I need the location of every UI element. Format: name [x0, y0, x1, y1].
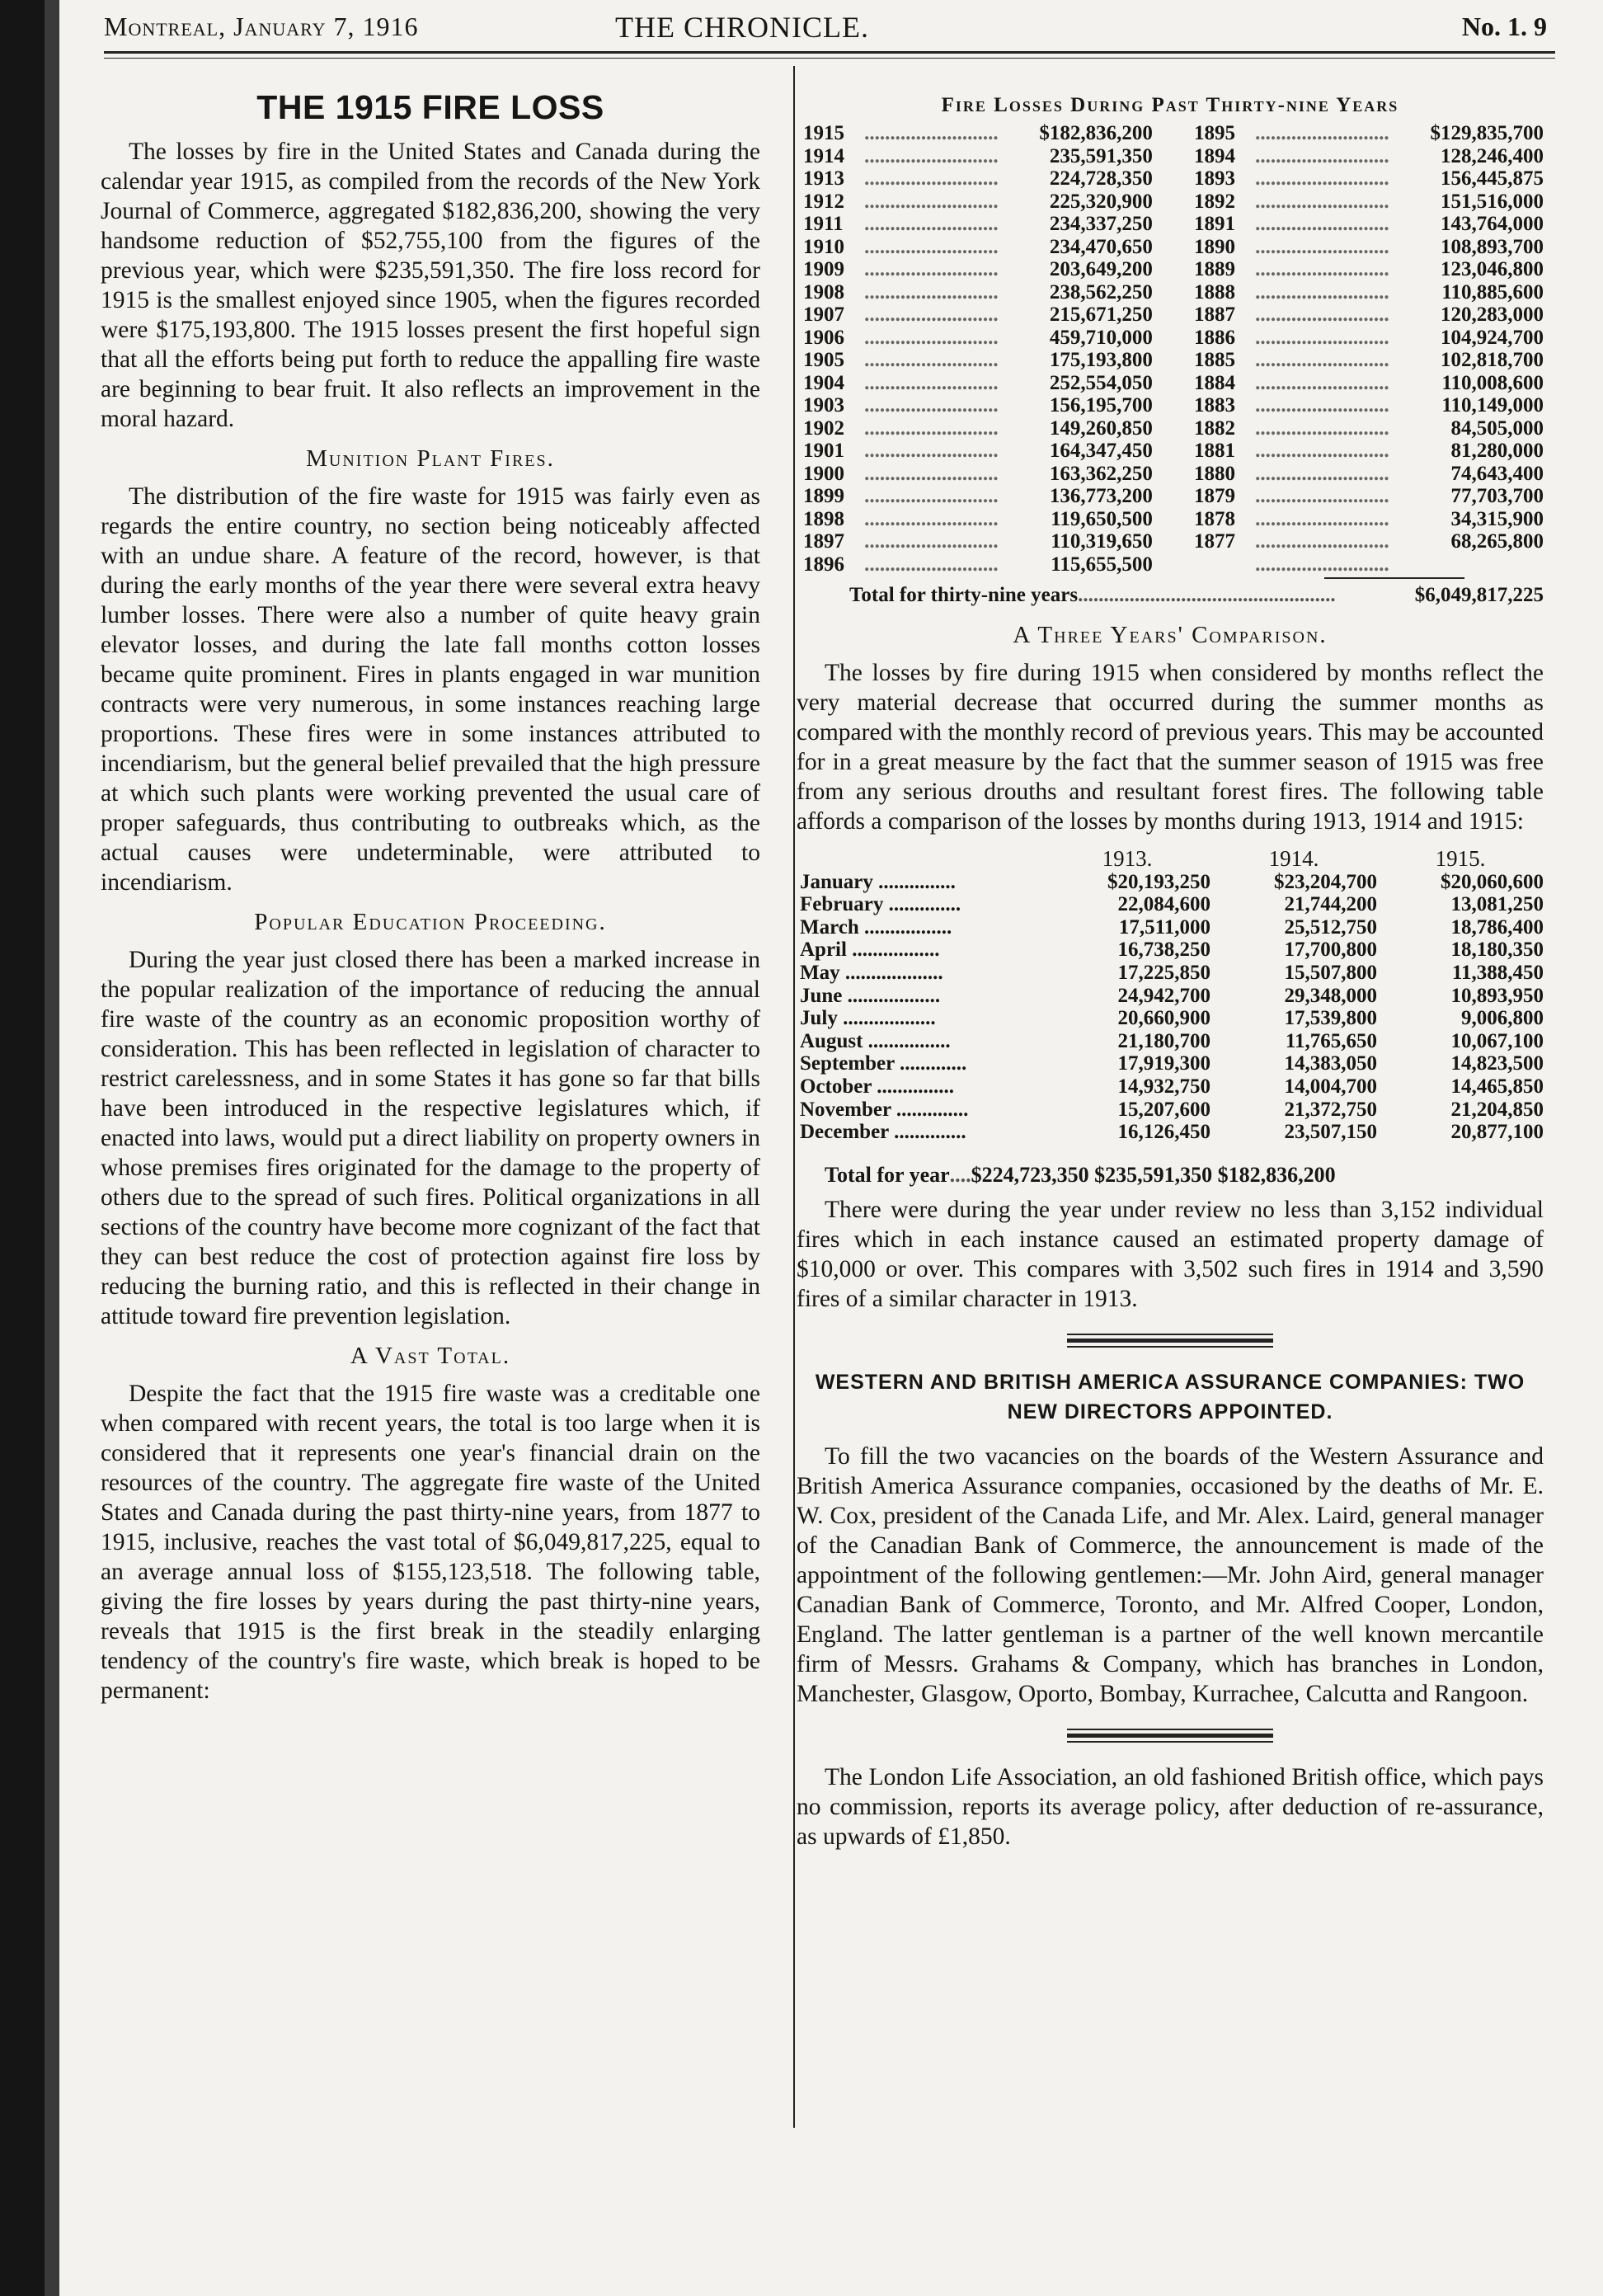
fire-losses-value: 149,260,850: [1049, 416, 1153, 440]
monthly-value: 17,225,850: [1117, 961, 1210, 984]
fire-losses-value: 77,703,700: [1450, 485, 1544, 507]
fire-losses-value: 156,445,875: [1441, 167, 1544, 190]
fire-losses-value: 104,924,700: [1441, 326, 1544, 349]
monthly-value: 14,465,850: [1450, 1075, 1544, 1098]
fire-losses-value: 110,149,000: [1441, 394, 1544, 416]
fire-losses-year: 1882: [1194, 416, 1235, 440]
fire-losses-year: 1890: [1194, 235, 1235, 258]
leader-dots: ....: [949, 1162, 971, 1187]
leader-dots: ..........................: [864, 303, 999, 326]
fire-losses-year: 1908: [803, 280, 844, 303]
fire-losses-year: 1897: [803, 530, 844, 553]
monthly-row: [797, 962, 1544, 985]
fire-losses-value: 74,643,400: [1450, 462, 1544, 485]
monthly-month: February ..............: [800, 893, 961, 916]
fire-losses-year: 1899: [803, 485, 844, 507]
monthly-row: [797, 939, 1544, 962]
fire-losses-row: [797, 213, 1544, 236]
fire-losses-value: 108,893,700: [1441, 235, 1544, 258]
fire-losses-year: 1907: [803, 303, 844, 326]
column-gap: [1153, 327, 1187, 350]
monthly-month: January ...............: [800, 870, 956, 893]
monthly-value: 13,081,250: [1450, 893, 1544, 916]
fire-losses-year: 1879: [1194, 485, 1235, 507]
fire-losses-year: 1886: [1194, 326, 1235, 349]
fire-losses-value: $182,836,200: [1039, 122, 1153, 144]
fire-losses-row: [797, 417, 1544, 440]
fire-losses-value: 115,655,500: [1051, 553, 1153, 576]
fire-losses-value: 459,710,000: [1049, 326, 1153, 349]
monthly-value: 21,180,700: [1117, 1029, 1210, 1052]
fire-losses-year: 1891: [1194, 213, 1235, 235]
fire-losses-year: 1881: [1194, 440, 1235, 462]
monthly-value: 22,084,600: [1117, 893, 1210, 916]
fire-losses-row: [797, 258, 1544, 281]
fire-losses-total-value: $6,049,817,225: [1414, 584, 1544, 606]
monthly-value: 14,004,700: [1284, 1075, 1377, 1098]
monthly-row: [797, 1121, 1544, 1144]
intro-paragraph: The losses by fire in the United States and Canada during the calendar year 1915, as compiled from the records of the New York Journal of Commerce, aggregated $182,836,200, showing the very handsome reduction of $52,755,100 from the figures of the previous year, which were $235,591,350. The fire loss record for 1915 is the smallest enjoyed since 1905, when the figures recorded were $175,193,800. The 1915 losses present the first hopeful sign that all the efforts being put forth to reduce the appalling fire waste are beginning to bear fruit. It also reflects an improvement in the moral hazard.: [101, 139, 760, 432]
fire-losses-year: 1894: [1194, 144, 1235, 167]
fire-losses-year: 1901: [803, 440, 844, 462]
monthly-value: 17,539,800: [1284, 1007, 1377, 1030]
fire-losses-value: 119,650,500: [1051, 507, 1153, 530]
fire-losses-year: 1902: [803, 416, 844, 440]
monthly-year-1913: 1913.: [1102, 846, 1153, 871]
monthly-value: 15,507,800: [1284, 961, 1377, 984]
monthly-month: November ..............: [800, 1098, 969, 1121]
monthly-month: May ...................: [800, 961, 943, 984]
leader-dots: ..........................: [864, 440, 999, 462]
leader-dots: ..........................: [1255, 530, 1389, 553]
monthly-value: 16,738,250: [1117, 939, 1210, 962]
monthly-value: 10,893,950: [1450, 984, 1544, 1007]
leader-dots: ..........................: [1255, 280, 1389, 303]
fire-losses-value: 68,265,800: [1450, 530, 1544, 553]
monthly-value: 11,765,650: [1285, 1029, 1377, 1052]
fire-losses-value: [1396, 553, 1544, 576]
monthly-value: 18,180,350: [1450, 939, 1544, 962]
fire-losses-year: [1187, 553, 1255, 576]
fire-losses-year: 1895: [1194, 122, 1235, 144]
monthly-row: [797, 1007, 1544, 1030]
education-paragraph: During the year just closed there has been a marked increase in the popular realization of the importance of reducing the annual fire waste of the country as an economic proposition worthy of consideration. This has been reflected in legislation of character to restrict carelessness, and in some States it has gone so far that bills have been introduced in the respective legislatures which, if enacted into laws, would put a direct liability on property owners in whose premises fires originated for the damage to the property of others due to the spread of such fires. Political organizations in all sections of the country have become more cognizant of the fact that they can best reduce the cost of protection against fire loss by reducing the burning ratio, and this is reflected in their change in attitude toward fire prevention legislation.: [101, 947, 760, 1329]
monthly-value: $23,204,700: [1274, 870, 1377, 893]
column-gap: [1153, 281, 1187, 304]
monthly-year-1914: 1914.: [1268, 846, 1319, 871]
monthly-month: August ................: [800, 1029, 951, 1052]
fire-losses-value: 110,008,600: [1441, 371, 1544, 394]
fire-losses-row: [797, 281, 1544, 304]
leader-dots: ..........................: [864, 553, 999, 576]
education-heading: Popular Education Proceeding.: [254, 909, 607, 935]
leader-dots: ..........................: [864, 507, 999, 530]
fire-losses-value: 110,319,650: [1051, 530, 1153, 553]
fire-losses-value: 123,046,800: [1441, 258, 1544, 280]
leader-dots: ..........................: [864, 394, 999, 416]
fire-losses-row: [797, 145, 1544, 168]
fire-losses-value: 215,671,250: [1049, 303, 1153, 326]
leader-dots: ..........................: [864, 530, 999, 553]
column-gap: [1153, 485, 1187, 508]
fire-losses-row: [797, 440, 1544, 463]
leader-dots: ..........................: [1255, 258, 1389, 280]
right-column: [797, 89, 1544, 1851]
monthly-row: [797, 1099, 1544, 1122]
fire-losses-value: 234,470,650: [1049, 235, 1153, 258]
leader-dots: ..........................: [864, 416, 999, 440]
comparison-heading: A Three Years' Comparison.: [1013, 622, 1328, 648]
monthly-value: $20,193,250: [1107, 870, 1210, 893]
leader-dots: ..........................: [1255, 507, 1389, 530]
leader-dots: ..........................: [864, 190, 999, 213]
monthly-value: 21,204,850: [1450, 1098, 1544, 1121]
leader-dots: ..........................: [1255, 303, 1389, 326]
fire-losses-year: 1896: [803, 553, 844, 576]
munition-paragraph: The distribution of the fire waste for 1915 was fairly even as regards the entire country, no section being noticeably affected with an undue share. A feature of the record, however, is that during the early months of the year there were several extra heavy lumber losses. There were also a number of quite heavy grain elevator losses, and during the late fall months cotton losses became quite prominent. Fires in plants engaged in war munition contracts were very numerous, in some instances reaching large proportions. These fires were in some instances attributed to incendiarism, but the general belief prevailed that the high pressure at which such plants were working prevented the usual care of proper safeguards, thus contributing to outbreaks which, as the actual causes were undeterminable, were attributed to incendiarism.: [101, 483, 760, 896]
monthly-table: [797, 848, 1544, 1144]
binding-spine: [0, 0, 45, 2296]
western-title: WESTERN AND BRITISH AMERICA ASSURANCE COMPANIES: TWO NEW DIRECTORS APPOINTED.: [815, 1370, 1525, 1423]
leader-dots: ..........................: [1255, 326, 1389, 349]
fire-losses-total-label: Total for thirty-nine years: [849, 584, 1079, 606]
fire-losses-value: 203,649,200: [1049, 258, 1153, 280]
monthly-value: 24,942,700: [1117, 984, 1210, 1007]
fire-losses-year: 1913: [803, 167, 844, 190]
leader-dots: ..........................: [1255, 190, 1389, 213]
leader-dots: ..........................: [1255, 349, 1389, 371]
fire-losses-year: 1893: [1194, 167, 1235, 190]
column-gap: [1153, 258, 1187, 281]
vast-total-heading: A Vast Total.: [350, 1343, 511, 1369]
monthly-month: June ..................: [800, 984, 941, 1007]
leader-dots: ..........................: [1255, 167, 1389, 190]
monthly-value: 17,700,800: [1284, 939, 1377, 962]
fire-losses-year: 1888: [1194, 280, 1235, 303]
fire-losses-year: 1880: [1194, 462, 1235, 485]
leader-dots: ..........................: [1255, 371, 1389, 394]
monthly-total-row: [825, 1160, 1544, 1190]
fire-losses-value: 224,728,350: [1049, 167, 1153, 190]
monthly-total-1915: $182,836,200: [1217, 1162, 1336, 1187]
header-dateline: Montreal, January 7, 1916: [104, 12, 419, 41]
column-gap: [1153, 553, 1187, 576]
fire-losses-row: [797, 530, 1544, 553]
fire-losses-value: 128,246,400: [1441, 144, 1544, 167]
monthly-month: December ..............: [800, 1121, 966, 1144]
fire-losses-year: 1889: [1194, 258, 1235, 280]
munition-heading: Munition Plant Fires.: [306, 445, 555, 472]
monthly-value: 20,877,100: [1450, 1121, 1544, 1144]
monthly-total-label: Total for year: [825, 1162, 950, 1187]
monthly-value: 11,388,450: [1451, 961, 1544, 984]
leader-dots: ..........................: [864, 349, 999, 371]
leader-dots: ..........................: [1255, 235, 1389, 258]
section-divider: [1067, 1334, 1273, 1348]
monthly-value: 17,919,300: [1117, 1052, 1210, 1075]
fire-losses-table: [797, 122, 1544, 576]
fire-losses-table-title: Fire Losses During Past Thirty-nine Years: [941, 94, 1399, 116]
leader-dots: ..........................: [1255, 440, 1389, 462]
leader-dots: ..........................: [1255, 462, 1389, 485]
monthly-value: 17,511,000: [1118, 915, 1210, 939]
fire-losses-year: 1911: [803, 213, 844, 235]
monthly-value: 20,660,900: [1117, 1007, 1210, 1030]
leader-dots: ..........................: [864, 122, 999, 144]
fire-losses-year: 1903: [803, 394, 844, 416]
fire-losses-value: 34,315,900: [1450, 507, 1544, 530]
monthly-value: 9,006,800: [1461, 1007, 1544, 1030]
fire-losses-value: 143,764,000: [1441, 213, 1544, 235]
fire-losses-value: $129,835,700: [1430, 122, 1544, 144]
header-rule-thin: [104, 58, 1555, 59]
monthly-month: September .............: [800, 1052, 967, 1075]
monthly-value: 14,932,750: [1117, 1075, 1210, 1098]
section-divider: [1067, 1729, 1273, 1743]
column-gap: [1153, 440, 1187, 463]
leader-dots: ..........................: [864, 144, 999, 167]
leader-dots: ..........................: [864, 462, 999, 485]
fire-losses-year: 1887: [1194, 303, 1235, 326]
fire-losses-row: [797, 349, 1544, 372]
column-gap: [1153, 349, 1187, 372]
fire-losses-value: 110,885,600: [1441, 280, 1544, 303]
leader-dots: ..........................: [864, 326, 999, 349]
comparison-paragraph: The losses by fire during 1915 when considered by months reflect the very material decrease that occurred during the summer months as compared with the monthly record of previous years. This may be accounted for in a great measure by the fact that the summer season of 1915 was free from any serious drouths and resultant forest fires. The following table affords a comparison of the losses by months during 1913, 1914 and 1915:: [797, 660, 1544, 835]
header-page-number: No. 1. 9: [1461, 12, 1547, 41]
fire-losses-row: [797, 167, 1544, 191]
leader-dots: ..........................: [1255, 213, 1389, 235]
column-gap: [1153, 191, 1187, 214]
fire-losses-row: [797, 508, 1544, 531]
fire-losses-value: 136,773,200: [1049, 485, 1153, 507]
leader-dots: ..........................: [864, 371, 999, 394]
monthly-row: [797, 893, 1544, 916]
header-rule: [104, 51, 1555, 54]
fire-losses-year: 1885: [1194, 349, 1235, 371]
fire-losses-value: 156,195,700: [1049, 394, 1153, 416]
column-gap: [1153, 372, 1187, 395]
monthly-row: [797, 916, 1544, 939]
column-gap: [1153, 303, 1187, 327]
fire-losses-row: [797, 303, 1544, 327]
fire-losses-year: 1904: [803, 371, 844, 394]
fire-losses-row: [797, 394, 1544, 417]
fire-losses-value: 102,818,700: [1441, 349, 1544, 371]
leader-dots: ..........................: [864, 485, 999, 507]
leader-dots: ..........................: [1255, 394, 1389, 416]
fire-losses-year: 1905: [803, 349, 844, 371]
column-gap: [1153, 145, 1187, 168]
fire-losses-value: 235,591,350: [1049, 144, 1153, 167]
leader-dots: ..........................: [864, 280, 999, 303]
column-gap: [1153, 394, 1187, 417]
fire-losses-year: 1900: [803, 462, 844, 485]
monthly-month: July ..................: [800, 1007, 936, 1030]
leader-dots: ..........................: [1255, 553, 1389, 576]
fire-losses-value: 225,320,900: [1049, 190, 1153, 213]
monthly-value: 15,207,600: [1117, 1098, 1210, 1121]
left-column: [101, 88, 760, 1706]
monthly-value: $20,060,600: [1441, 870, 1544, 893]
column-gap: [1153, 236, 1187, 259]
column-rule: [793, 66, 795, 2128]
fire-losses-value: 81,280,000: [1450, 440, 1544, 462]
monthly-total-1913: $224,723,350: [971, 1162, 1089, 1187]
fire-losses-year: 1878: [1194, 507, 1235, 530]
column-gap: [1153, 213, 1187, 236]
leader-dots: ..........................: [1255, 122, 1389, 144]
column-gap: [1153, 508, 1187, 531]
fire-losses-row: [797, 122, 1544, 145]
monthly-row: [797, 1030, 1544, 1053]
leader-dots: ..................................................: [1078, 584, 1336, 606]
monthly-month: April .................: [800, 939, 940, 962]
leader-dots: ..........................: [864, 258, 999, 280]
monthly-value: 23,507,150: [1284, 1121, 1377, 1144]
fire-losses-total-row: [849, 581, 1544, 610]
page-header: [104, 12, 1555, 54]
monthly-value: 14,823,500: [1450, 1052, 1544, 1075]
fire-losses-row: [797, 191, 1544, 214]
fire-losses-year: 1914: [803, 144, 844, 167]
column-gap: [1153, 167, 1187, 191]
fire-losses-value: 234,337,250: [1049, 213, 1153, 235]
leader-dots: ..........................: [1255, 144, 1389, 167]
column-gap: [1153, 463, 1187, 486]
leader-dots: ..........................: [864, 213, 999, 235]
monthly-value: 16,126,450: [1117, 1121, 1210, 1144]
fire-losses-year: 1884: [1194, 371, 1235, 394]
fire-losses-value: 163,362,250: [1049, 462, 1153, 485]
monthly-row: [797, 1052, 1544, 1075]
monthly-row: [797, 1075, 1544, 1099]
column-gap: [1153, 417, 1187, 440]
fire-losses-row: [797, 463, 1544, 486]
leader-dots: ..........................: [1255, 485, 1389, 507]
column-gap: [1153, 530, 1187, 553]
leader-dots: ..........................: [864, 235, 999, 258]
fire-losses-value: 84,505,000: [1450, 416, 1544, 440]
leader-dots: ..........................: [1255, 416, 1389, 440]
fire-losses-value: 164,347,450: [1049, 440, 1153, 462]
fire-losses-value: 175,193,800: [1049, 349, 1153, 371]
fire-losses-year: 1906: [803, 326, 844, 349]
monthly-value: 18,786,400: [1450, 915, 1544, 939]
vast-total-paragraph: Despite the fact that the 1915 fire waste was a creditable one when compared with recent years, the total is too large when it is considered that it represents one year's financial drain on the resources of the country. The aggregate fire waste of the United States and Canada during the past thirty-nine years, from 1877 to 1915, inclusive, reaches the vast total of $6,049,817,225, equal to an average annual loss of $155,123,518. The following table, giving the fire losses by years during the past thirty-nine years, reveals that 1915 is the first break in the steadily enlarging tendency of the country's fire waste, which break is hoped to be permanent:: [101, 1381, 760, 1704]
fire-losses-year: 1877: [1194, 530, 1235, 553]
london-life-paragraph: The London Life Association, an old fashioned British office, which pays no commission, reports its average policy, after deduction of re-assurance, as upwards of £1,850.: [797, 1763, 1544, 1850]
monthly-value: 21,744,200: [1284, 893, 1377, 916]
western-paragraph: To fill the two vacancies on the boards of the Western Assurance and British America Assurance companies, occasioned by the deaths of Mr. E. W. Cox, president of the Canada Life, and Mr. Alex. Laird, general manager of the Canadian Bank of Commerce, the announcement is made of the appointment of the following gentlemen:—Mr. John Aird, general manager Canadian Bank of Commerce, Toronto, and Mr. Alfred Cooper, London, England. The latter gentleman is a partner of the well known mercantile firm of Messrs. Grahams & Company, which has branches in London, Manchester, Glasgow, Oporto, Bombay, Kurrachee, Calcutta and Rangoon.: [797, 1442, 1544, 1707]
fire-losses-value: 151,516,000: [1441, 190, 1544, 213]
fire-losses-year: 1883: [1194, 394, 1235, 416]
fire-losses-row: [797, 327, 1544, 350]
fire-losses-row: [797, 553, 1544, 576]
monthly-row: [797, 985, 1544, 1008]
fire-losses-value: 252,554,050: [1049, 371, 1153, 394]
fire-losses-year: 1912: [803, 190, 844, 213]
monthly-value: 10,067,100: [1450, 1029, 1544, 1052]
fire-losses-row: [797, 372, 1544, 395]
newspaper-page: [79, 0, 1572, 2296]
column-gap: [1153, 122, 1187, 145]
monthly-value: 29,348,000: [1284, 984, 1377, 1007]
fire-losses-year: 1898: [803, 507, 844, 530]
fire-losses-year: 1909: [803, 258, 844, 280]
fire-losses-year: 1910: [803, 235, 844, 258]
fire-losses-year: 1915: [803, 122, 844, 144]
fire-losses-row: [797, 485, 1544, 508]
monthly-value: 25,512,750: [1284, 915, 1377, 939]
binding-shadow: [45, 0, 59, 2296]
fire-losses-value: 120,283,000: [1441, 303, 1544, 326]
monthly-total-1914: $235,591,350: [1094, 1162, 1213, 1187]
monthly-value: 14,383,050: [1284, 1052, 1377, 1075]
monthly-month: March .................: [800, 915, 952, 939]
header-masthead: THE CHRONICLE.: [615, 11, 869, 44]
monthly-year-1915: 1915.: [1435, 846, 1486, 871]
monthly-month: October ...............: [800, 1075, 955, 1098]
article-title: THE 1915 FIRE LOSS: [256, 88, 604, 126]
closing-paragraph: There were during the year under review no less than 3,152 individual fires which in each instance caused an estimated property damage of $10,000 or over. This compares with 3,502 such fires in 1914 and 3,590 fires of a similar character in 1913.: [797, 1196, 1544, 1312]
fire-losses-year: 1892: [1194, 190, 1235, 213]
fire-losses-row: [797, 236, 1544, 259]
fire-losses-value: 238,562,250: [1049, 280, 1153, 303]
leader-dots: ..........................: [864, 167, 999, 190]
monthly-row: [797, 871, 1544, 894]
monthly-value: 21,372,750: [1284, 1098, 1377, 1121]
